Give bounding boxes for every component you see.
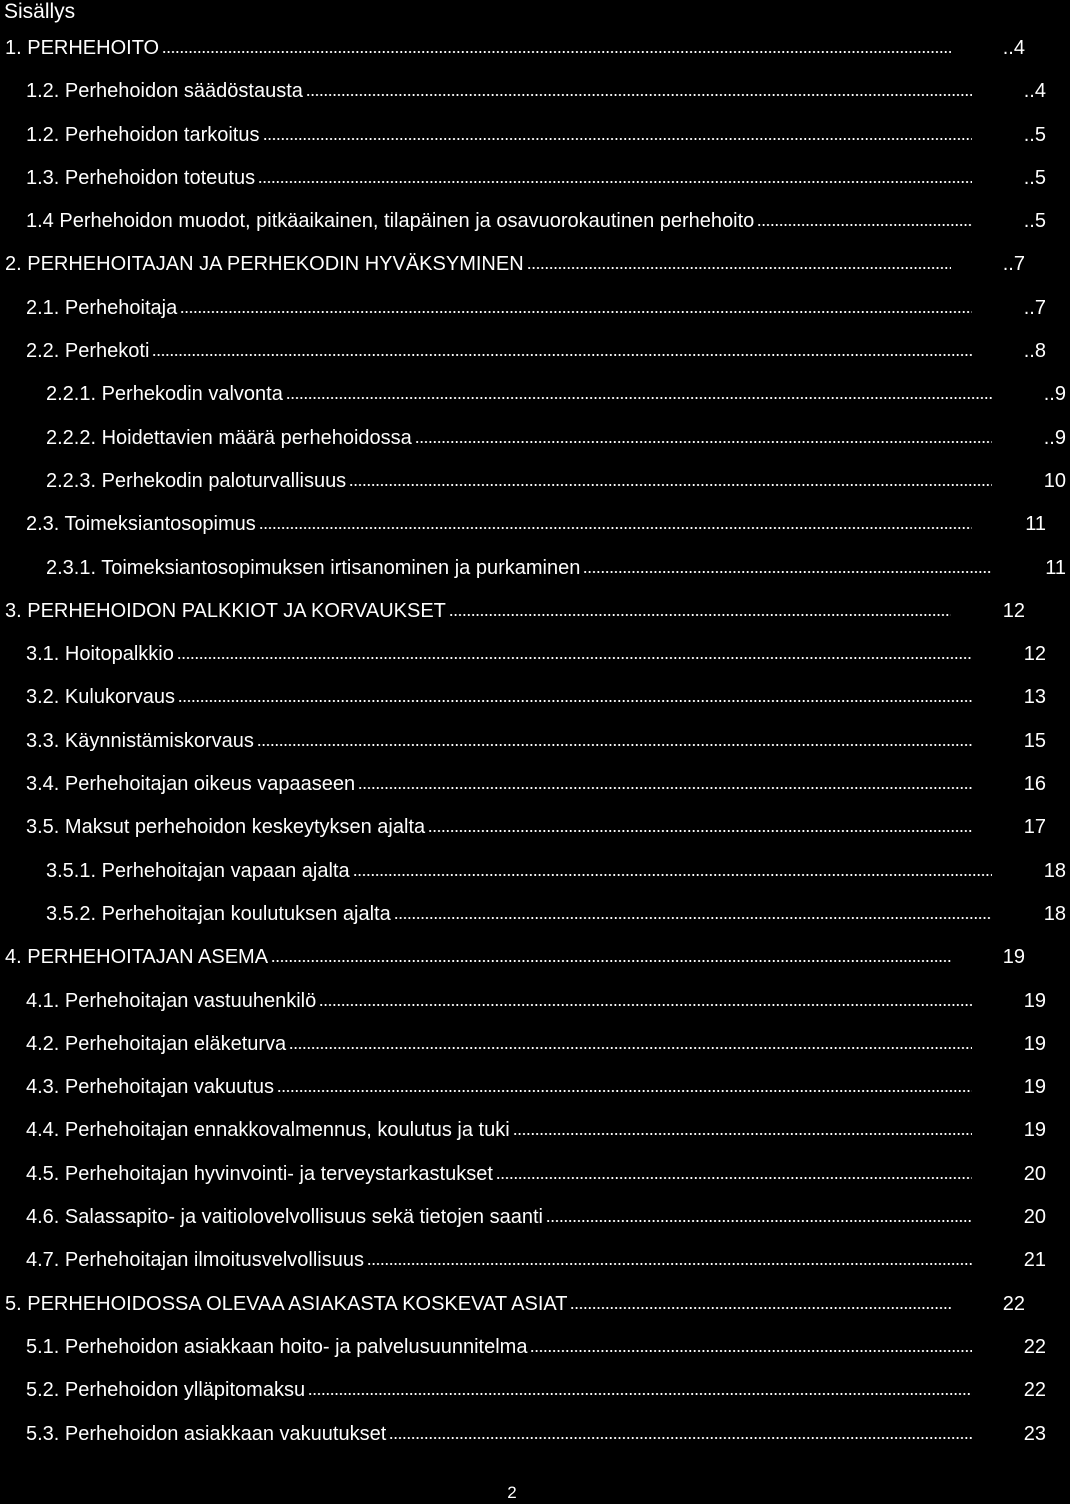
toc-entry[interactable] [0, 372, 1070, 415]
toc-entry-page-number[interactable]: ..4 [1023, 80, 1046, 103]
dot-leader [308, 1391, 972, 1397]
toc-entry[interactable] [0, 719, 1050, 762]
toc-entry-page-number[interactable]: 22 [1023, 1335, 1046, 1358]
toc-entry-title[interactable]: 3.4. Perhehoitajan oikeus vapaaseen [26, 773, 356, 796]
toc-entry-row[interactable] [26, 1412, 1050, 1446]
toc-entry[interactable] [0, 546, 1070, 589]
toc-entry-title[interactable]: 2.2. Perhekoti [26, 340, 150, 363]
toc-entry-title[interactable]: 1.2. Perhehoidon tarkoitus [26, 123, 260, 146]
toc-entry[interactable] [0, 459, 1070, 502]
toc-entry-row[interactable] [26, 719, 1050, 753]
toc-entry-page-number[interactable]: 12 [1023, 643, 1046, 666]
toc-entry-row[interactable] [26, 329, 1050, 363]
toc-entry[interactable] [0, 1152, 1050, 1195]
toc-entry-page-number[interactable]: 10 [1043, 469, 1066, 492]
table-of-contents [0, 26, 1066, 1455]
toc-entry-title[interactable]: 5. PERHEHOIDOSSA OLEVAA ASIAKASTA KOSKEVAT ASIAT [5, 1292, 568, 1315]
toc-entry-page-number[interactable]: ..5 [1023, 210, 1046, 233]
toc-entry-page-number[interactable]: ..5 [1023, 123, 1046, 146]
toc-entry-page-number[interactable]: 19 [1023, 989, 1046, 1012]
toc-entry[interactable] [0, 416, 1070, 459]
dot-leader [306, 92, 972, 98]
dot-leader [389, 1435, 972, 1441]
toc-entry-row[interactable] [26, 1325, 1050, 1359]
toc-entry-title[interactable]: 1.3. Perhehoidon toteutus [26, 166, 256, 189]
toc-entry-page-number[interactable]: 11 [1045, 556, 1066, 579]
toc-entry[interactable] [0, 113, 1050, 156]
toc-entry[interactable] [0, 892, 1070, 935]
dot-leader [180, 309, 972, 315]
toc-entry-page-number[interactable]: 11 [1025, 513, 1046, 536]
toc-entry[interactable] [0, 1325, 1050, 1368]
toc-entry-title[interactable]: 4.5. Perhehoitajan hyvinvointi- ja terveystarkastukset [26, 1162, 493, 1185]
toc-entry[interactable] [0, 286, 1050, 329]
dot-leader [358, 785, 972, 791]
toc-entry-row[interactable] [5, 26, 1029, 60]
toc-entry-row[interactable] [26, 632, 1050, 666]
toc-entry-title[interactable]: 1.2. Perhehoidon säädöstausta [26, 80, 303, 103]
toc-entry-page-number[interactable]: 23 [1023, 1422, 1046, 1445]
toc-entry[interactable] [0, 242, 1029, 285]
toc-entry-page-number[interactable]: ..4 [1002, 37, 1025, 59]
toc-entry-row[interactable] [5, 589, 1029, 623]
toc-entry-title[interactable]: 3.5.1. Perhehoitajan vapaan ajalta [46, 859, 350, 882]
toc-entry-title[interactable]: 2.3.1. Toimeksiantosopimuksen irtisanominen ja purkaminen [46, 556, 581, 579]
dot-leader [415, 439, 992, 445]
page-number: 2 [507, 1483, 517, 1502]
dot-leader [177, 655, 972, 661]
toc-entry-title[interactable]: 4.6. Salassapito- ja vaitiolovelvollisuus sekä tietojen saanti [26, 1206, 543, 1229]
toc-entry-page-number[interactable]: 17 [1023, 816, 1046, 839]
toc-entry-title[interactable]: 2.3. Toimeksiantosopimus [26, 513, 256, 536]
dot-leader [162, 49, 951, 55]
toc-entry-page-number[interactable]: 19 [1002, 946, 1025, 969]
toc-entry[interactable] [0, 1065, 1050, 1108]
toc-entry-row[interactable] [26, 1195, 1050, 1229]
dot-leader [583, 569, 992, 575]
dot-leader [286, 395, 992, 401]
dot-leader [530, 1348, 972, 1354]
toc-entry-row[interactable] [26, 979, 1050, 1013]
dot-leader [178, 698, 972, 704]
toc-entry-title[interactable]: 3. PERHEHOIDON PALKKIOT JA KORVAUKSET [5, 599, 446, 622]
toc-entry-title[interactable]: 3.5. Maksut perhehoidon keskeytyksen ajalta [26, 816, 426, 839]
toc-entry-title[interactable]: 1.4 Perhehoidon muodot, pitkäaikainen, tilapäinen ja osavuorokautinen perhehoito [26, 210, 755, 233]
toc-entry-row[interactable] [26, 199, 1050, 233]
dot-leader [277, 1088, 972, 1094]
toc-entry[interactable] [0, 199, 1050, 242]
toc-entry-title[interactable]: 5.1. Perhehoidon asiakkaan hoito- ja palvelusuunnitelma [26, 1335, 528, 1358]
toc-entry-row[interactable] [26, 1238, 1050, 1272]
toc-entry-row[interactable] [46, 459, 1070, 493]
toc-heading: Sisällys [4, 0, 76, 23]
toc-entry-row[interactable] [26, 805, 1050, 839]
toc-entry-title[interactable]: 5.3. Perhehoidon asiakkaan vakuutukset [26, 1422, 387, 1445]
toc-entry[interactable] [0, 805, 1050, 848]
toc-entry-row[interactable] [5, 242, 1029, 276]
toc-entry-row[interactable] [26, 1065, 1050, 1099]
toc-entry-title[interactable]: 3.2. Kulukorvaus [26, 686, 175, 709]
toc-entry-title[interactable]: 4.7. Perhehoitajan ilmoitusvelvollisuus [26, 1249, 364, 1272]
dot-leader [513, 1131, 972, 1137]
toc-entry[interactable] [0, 69, 1050, 112]
toc-entry-row[interactable] [26, 762, 1050, 796]
toc-entry[interactable] [0, 1108, 1050, 1151]
toc-entry-row[interactable] [26, 1368, 1050, 1402]
toc-entry[interactable] [0, 26, 1029, 69]
toc-entry-row[interactable] [26, 502, 1050, 536]
dot-leader [271, 958, 951, 964]
toc-entry-title[interactable]: 3.1. Hoitopalkkio [26, 643, 174, 666]
dot-leader [349, 482, 992, 488]
toc-entry[interactable] [0, 329, 1050, 372]
toc-entry-row[interactable] [26, 156, 1050, 190]
toc-entry[interactable] [0, 156, 1050, 199]
toc-entry-page-number[interactable]: 19 [1023, 1032, 1046, 1055]
toc-entry-page-number[interactable]: 16 [1023, 773, 1046, 796]
toc-entry-row[interactable] [46, 849, 1070, 883]
toc-entry-page-number[interactable]: 18 [1043, 902, 1066, 925]
toc-entry-page-number[interactable]: 12 [1002, 599, 1025, 622]
toc-entry-row[interactable] [26, 675, 1050, 709]
toc-entry-page-number[interactable]: 21 [1023, 1249, 1046, 1272]
dot-leader [289, 1045, 972, 1051]
toc-entry-title[interactable]: 5.2. Perhehoidon ylläpitomaksu [26, 1379, 306, 1402]
dot-leader [367, 1261, 972, 1267]
dot-leader [546, 1218, 972, 1224]
dot-leader [394, 915, 992, 921]
toc-entry[interactable] [0, 1368, 1050, 1411]
toc-entry-title[interactable]: 2. PERHEHOITAJAN JA PERHEKODIN HYVÄKSYMINEN [5, 253, 524, 276]
dot-leader [257, 742, 972, 748]
toc-entry-page-number[interactable]: 19 [1023, 1076, 1046, 1099]
dot-leader [496, 1175, 972, 1181]
toc-entry-row[interactable] [26, 286, 1050, 320]
toc-entry-title[interactable]: 3.3. Käynnistämiskorvaus [26, 729, 254, 752]
toc-entry-title[interactable]: 2.2.2. Hoidettavien määrä perhehoidossa [46, 426, 412, 449]
toc-entry-page-number[interactable]: ..5 [1023, 166, 1046, 189]
toc-entry-page-number[interactable]: ..7 [1002, 253, 1025, 276]
toc-entry-title[interactable]: 3.5.2. Perhehoitajan koulutuksen ajalta [46, 902, 391, 925]
toc-entry-title[interactable]: 4.4. Perhehoitajan ennakkovalmennus, koulutus ja tuki [26, 1119, 510, 1142]
dot-leader [319, 1002, 972, 1008]
dot-leader [353, 872, 992, 878]
toc-entry-page-number[interactable]: 20 [1023, 1162, 1046, 1185]
toc-entry-title[interactable]: 2.2.3. Perhekodin paloturvallisuus [46, 469, 347, 492]
toc-entry-row[interactable] [46, 892, 1070, 926]
toc-entry-row[interactable] [26, 1152, 1050, 1186]
toc-entry-page-number[interactable]: 15 [1023, 729, 1046, 752]
toc-entry-title[interactable]: 1. PERHEHOITO [5, 37, 160, 59]
toc-entry[interactable] [0, 1195, 1050, 1238]
toc-entry-page-number[interactable]: 18 [1043, 859, 1066, 882]
dot-leader [757, 222, 972, 228]
toc-entry[interactable] [0, 502, 1050, 545]
toc-entry-row[interactable] [46, 372, 1070, 406]
toc-entry-row[interactable] [5, 1282, 1029, 1316]
toc-entry[interactable] [0, 1022, 1050, 1065]
dot-leader [263, 136, 973, 142]
dot-leader [428, 828, 972, 834]
toc-entry-row[interactable] [26, 1022, 1050, 1056]
toc-entry[interactable] [0, 675, 1050, 718]
toc-entry-row[interactable] [46, 546, 1070, 580]
toc-entry-title[interactable]: 4.2. Perhehoitajan eläketurva [26, 1032, 287, 1055]
dot-leader [527, 265, 951, 271]
toc-entry-title[interactable]: 2.1. Perhehoitaja [26, 296, 178, 319]
dot-leader [152, 352, 972, 358]
dot-leader [449, 612, 951, 618]
toc-entry-row[interactable] [26, 1108, 1050, 1142]
toc-entry[interactable] [0, 1238, 1050, 1281]
dot-leader [258, 179, 972, 185]
toc-entry[interactable] [0, 762, 1050, 805]
toc-entry-page-number[interactable]: 19 [1023, 1119, 1046, 1142]
toc-entry-page-number[interactable]: 13 [1023, 686, 1046, 709]
toc-entry-row[interactable] [26, 69, 1050, 103]
toc-entry[interactable] [0, 632, 1050, 675]
toc-entry-title[interactable]: 4.3. Perhehoitajan vakuutus [26, 1076, 274, 1099]
toc-entry[interactable] [0, 979, 1050, 1022]
toc-entry-row[interactable] [46, 416, 1070, 450]
dot-leader [570, 1305, 951, 1311]
dot-leader [259, 525, 972, 531]
toc-entry[interactable] [0, 849, 1070, 892]
toc-entry-page-number[interactable]: 22 [1002, 1292, 1025, 1315]
toc-entry[interactable] [0, 935, 1029, 978]
toc-entry-title[interactable]: 4.1. Perhehoitajan vastuuhenkilö [26, 989, 317, 1012]
toc-entry-row[interactable] [5, 935, 1029, 969]
toc-entry[interactable] [0, 1412, 1050, 1455]
toc-entry-page-number[interactable]: 20 [1023, 1206, 1046, 1229]
toc-entry[interactable] [0, 1282, 1029, 1325]
toc-entry[interactable] [0, 589, 1029, 632]
toc-entry-page-number[interactable]: 22 [1023, 1379, 1046, 1402]
toc-entry-page-number[interactable]: ..9 [1043, 426, 1066, 449]
toc-entry-page-number[interactable]: ..7 [1023, 296, 1046, 319]
toc-entry-title[interactable]: 2.2.1. Perhekodin valvonta [46, 383, 283, 406]
toc-entry-row[interactable] [26, 113, 1050, 147]
toc-entry-page-number[interactable]: ..9 [1043, 383, 1066, 406]
toc-entry-page-number[interactable]: ..8 [1023, 340, 1046, 363]
toc-entry-title[interactable]: 4. PERHEHOITAJAN ASEMA [5, 946, 269, 969]
